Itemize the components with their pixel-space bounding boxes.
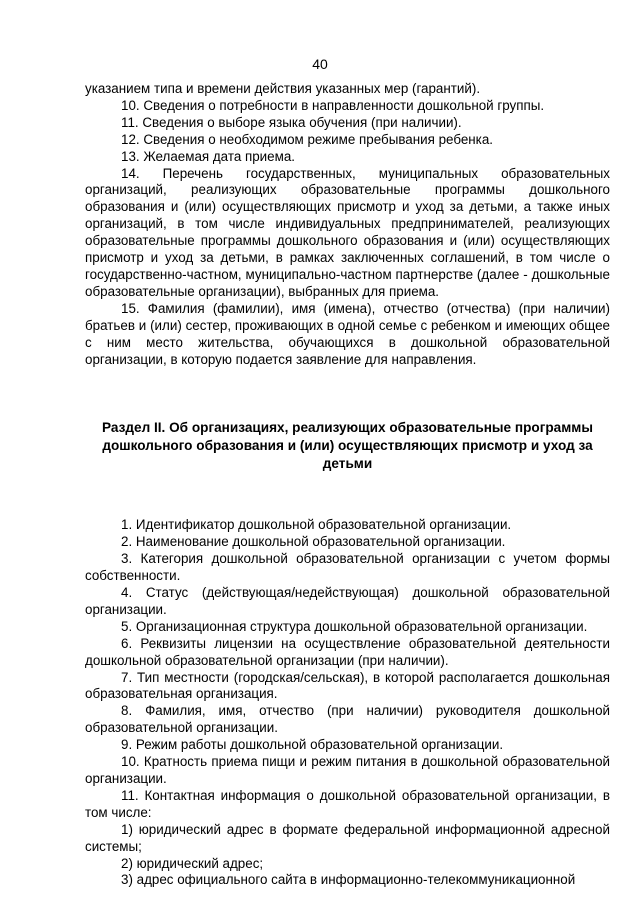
- page-number: 40: [312, 56, 328, 72]
- document-paragraph: 11. Сведения о выборе языка обучения (при наличии).: [121, 114, 462, 130]
- list-item: 7. Тип местности (городская/сельская), в которой располагается дошкольная образовательная организация.: [85, 669, 610, 702]
- list-item: 3. Категория дошкольной образовательной организации с учетом формы собственности.: [85, 551, 610, 584]
- list-item: 2) юридический адрес;: [121, 855, 264, 871]
- page-content: [85, 81, 610, 889]
- list-item: 1) юридический адрес в формате федеральной информационной адресной системы;: [85, 821, 610, 854]
- list-item: 4. Статус (действующая/недействующая) дошкольной образовательной организации.: [85, 585, 610, 617]
- document-paragraph: 13. Желаемая дата приема.: [121, 148, 295, 164]
- document-paragraph: указанием типа и времени действия указанных мер (гарантий).: [85, 81, 481, 96]
- list-item: 6. Реквизиты лицензии на осуществление образовательной деятельности дошкольной образовательной организации (при наличии).: [85, 635, 610, 668]
- list-item: 2. Наименование дошкольной образовательной организации.: [121, 534, 506, 550]
- document-paragraph: 12. Сведения о необходимом режиме пребывания ребенка.: [121, 131, 494, 147]
- list-item: 3) адрес официального сайта в информационно-телекоммуникационной: [121, 872, 576, 888]
- list-item: 9. Режим работы дошкольной образовательной организации.: [121, 737, 504, 753]
- list-item: 1. Идентификатор дошкольной образовательной организации.: [121, 517, 512, 533]
- list-item: 10. Кратность приема пищи и режим питания в дошкольной образовательной организации.: [85, 754, 610, 786]
- list-item: 5. Организационная структура дошкольной образовательной организации.: [121, 618, 588, 634]
- document-paragraph: 15. Фамилия (фамилии), имя (имена), отчество (отчества) (при наличии) братьев и (или) сестер, проживающих в одной семье с ребенком и имеющих общее с ним место жительства, обучающихся в дошкольной образовательной организации, в которую подается заявление для направления.: [85, 300, 610, 367]
- document-paragraph: 14. Перечень государственных, муниципальных образовательных организаций, реализующих образовательные программы дошкольного образования и (или) осуществляющих присмотр и уход за детьми, а также иных организаций, в том числе индивидуальных предпринимателей, реализующих образовательные программы дошкольного образования и (или) осуществляющих присмотр и уход за детьми, в рамках заключенных соглашений, в том числе о государственно-частном, муниципально-частном партнерстве (далее - дошкольные образовательные организации), выбранных для приема.: [85, 165, 610, 299]
- section-two-list: [85, 517, 610, 889]
- list-item: 11. Контактная информация о дошкольной образовательной организации, в том числе:: [85, 787, 610, 820]
- section-one-paragraphs: [85, 81, 610, 368]
- section-title: Раздел II. Об организациях, реализующих образовательные программы дошкольного образования и (или) осуществляющих присмотр и уход за детьми: [102, 420, 593, 472]
- list-item: 8. Фамилия, имя, отчество (при наличии) руководителя дошкольной образовательной организации.: [85, 703, 610, 736]
- document-paragraph: 10. Сведения о потребности в направленности дошкольной группы.: [121, 97, 545, 113]
